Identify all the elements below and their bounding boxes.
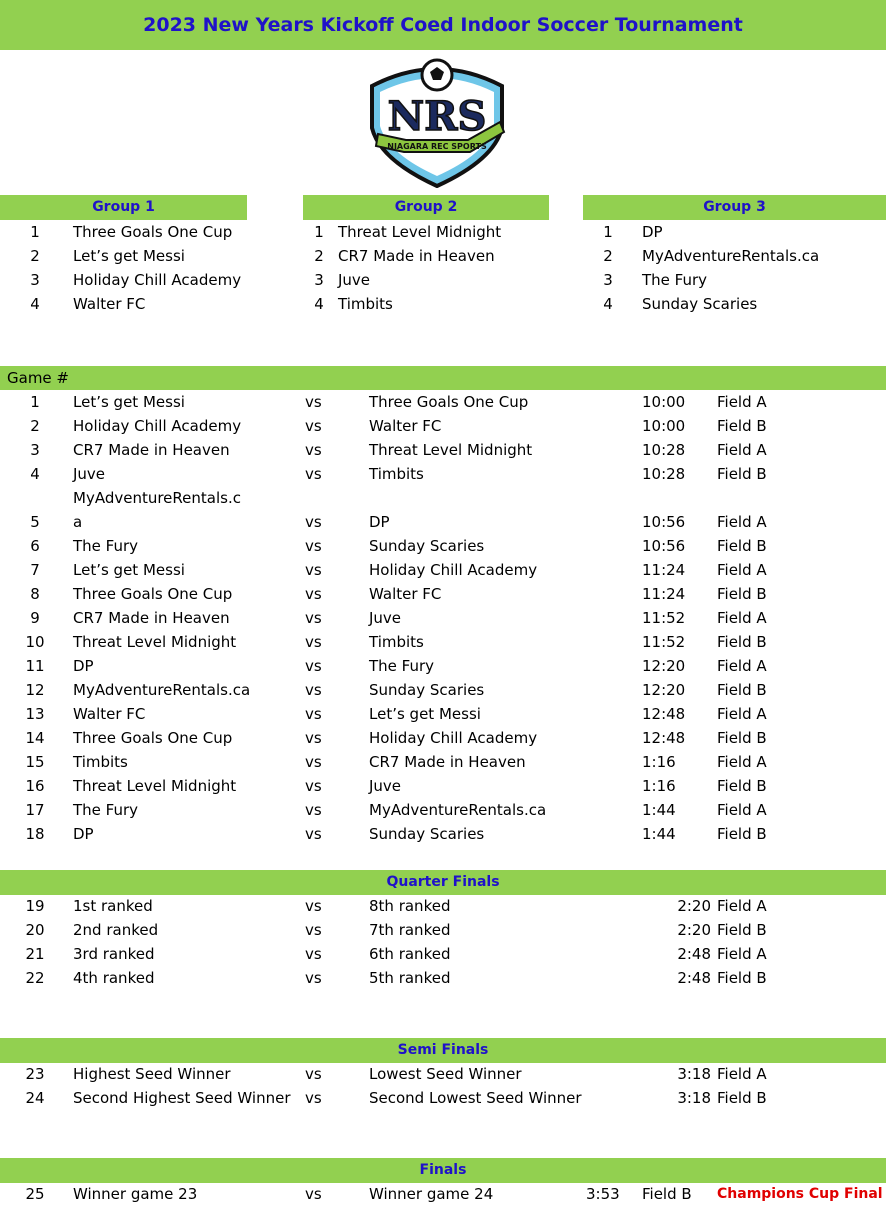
table-row: 12 MyAdventureRentals.ca vs Sunday Scaries 12:20 Field B <box>25 681 767 699</box>
group-3-header: Group 3 <box>583 195 886 220</box>
table-row: 9 CR7 Made in Heaven vs Juve 11:52 Field A <box>30 609 767 627</box>
list-item: 4 Sunday Scaries <box>603 295 758 313</box>
table-row: 19 1st ranked vs 8th ranked 2:20 Field A <box>25 897 767 915</box>
list-item: 3 Juve <box>314 271 371 289</box>
table-row: 8 Three Goals One Cup vs Walter FC 11:24 Field B <box>30 585 767 603</box>
list-item: 4 Walter FC <box>30 295 146 313</box>
table-row: 1 Let’s get Messi vs Three Goals One Cup 10:00 Field A <box>30 393 767 411</box>
table-row: 16 Threat Level Midnight vs Juve 1:16 Field B <box>25 777 767 795</box>
finals-row: 25 Winner game 23 vs Winner game 24 3:53 Field B Champions Cup Final <box>0 1182 886 1206</box>
table-row: 3 CR7 Made in Heaven vs Threat Level Midnight 10:28 Field A <box>30 441 767 459</box>
table-row: 10 Threat Level Midnight vs Timbits 11:52 Field B <box>25 633 767 651</box>
table-row: 14 Three Goals One Cup vs Holiday Chill Academy 12:48 Field B <box>25 729 767 747</box>
svg-text:NRS: NRS <box>387 93 487 140</box>
group-1-header: Group 1 <box>0 195 247 220</box>
table-row: 17 The Fury vs MyAdventureRentals.ca 1:44 Field A <box>25 801 767 819</box>
game-number-header: Game # <box>7 369 69 387</box>
table-row: 24 Second Highest Seed Winner vs Second Lowest Seed Winner 3:18 Field B <box>25 1089 767 1107</box>
list-item: 1 Threat Level Midnight <box>314 223 502 241</box>
nrs-logo <box>366 58 508 188</box>
list-item: 1 DP <box>603 223 663 241</box>
table-row: 18 DP vs Sunday Scaries 1:44 Field B <box>25 825 767 843</box>
champions-cup-label: Champions Cup Final <box>717 1186 883 1202</box>
table-row: 13 Walter FC vs Let’s get Messi 12:48 Field A <box>25 705 767 723</box>
table-row: 11 DP vs The Fury 12:20 Field A <box>25 657 767 675</box>
semi-finals-header: Semi Finals <box>0 1038 886 1063</box>
table-row: 15 Timbits vs CR7 Made in Heaven 1:16 Field A <box>25 753 767 771</box>
table-row: 2 Holiday Chill Academy vs Walter FC 10:00 Field B <box>30 417 767 435</box>
list-item: 4 Timbits <box>314 295 393 313</box>
table-row: 20 2nd ranked vs 7th ranked 2:20 Field B <box>25 921 767 939</box>
finals-header: Finals <box>0 1158 886 1183</box>
quarter-finals-header: Quarter Finals <box>0 870 886 895</box>
list-item: 3 The Fury <box>603 271 708 289</box>
page-title: 2023 New Years Kickoff Coed Indoor Soccer Tournament <box>0 0 886 50</box>
table-row: 21 3rd ranked vs 6th ranked 2:48 Field A <box>25 945 767 963</box>
list-item: 1 Three Goals One Cup <box>30 223 233 241</box>
list-item: 2 Let’s get Messi <box>30 247 185 265</box>
list-item: 3 Holiday Chill Academy <box>30 271 242 289</box>
table-row: MyAdventureRentals.c 5 a vs DP 10:56 Field A <box>30 489 767 531</box>
table-row: 23 Highest Seed Winner vs Lowest Seed Winner 3:18 Field A <box>25 1065 767 1083</box>
table-row: 7 Let’s get Messi vs Holiday Chill Academy 11:24 Field A <box>30 561 767 579</box>
list-item: 2 MyAdventureRentals.ca <box>603 247 820 265</box>
table-row: 22 4th ranked vs 5th ranked 2:48 Field B <box>25 969 767 987</box>
svg-text:NIAGARA REC SPORTS: NIAGARA REC SPORTS <box>387 142 487 151</box>
schedule-header <box>0 366 886 390</box>
table-row: 4 Juve vs Timbits 10:28 Field B <box>30 465 767 483</box>
group-2-header: Group 2 <box>303 195 549 220</box>
table-row: 6 The Fury vs Sunday Scaries 10:56 Field B <box>30 537 767 555</box>
list-item: 2 CR7 Made in Heaven <box>314 247 495 265</box>
